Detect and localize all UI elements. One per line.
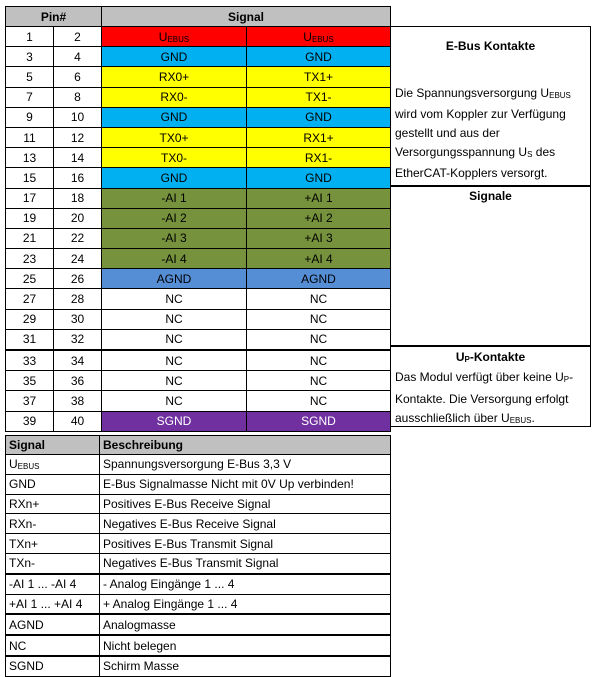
pin-number: 40 [54, 411, 102, 431]
signal-cell: +AI 3 [247, 228, 391, 248]
pin-number: 30 [54, 309, 102, 329]
desc-row [6, 514, 391, 534]
pin-number: 23 [6, 249, 54, 269]
desc-signal: AGND [6, 614, 100, 635]
header-signal-col: Signal [6, 436, 100, 455]
pin-row [6, 188, 391, 208]
pin-number: 9 [6, 107, 54, 127]
desc-text: Positives E-Bus Receive Signal [100, 494, 391, 514]
signal-cell: NC [102, 309, 247, 329]
desc-signal: +AI 1 ... +AI 4 [6, 594, 100, 614]
signal-description-table [5, 435, 391, 677]
pin-row [6, 27, 391, 47]
ebus-contacts-box [390, 26, 591, 186]
pin-number: 39 [6, 411, 54, 431]
signal-cell: NC [102, 371, 247, 391]
pin-row [6, 168, 391, 188]
signal-cell: TX1+ [247, 67, 391, 87]
pin-number: 7 [6, 87, 54, 107]
signal-cell: NC [102, 391, 247, 411]
desc-text: Negatives E-Bus Transmit Signal [100, 553, 391, 573]
desc-text: Nicht belegen [100, 635, 391, 656]
pin-row [6, 391, 391, 411]
desc-text: Spannungsversorgung E-Bus 3,3 V [100, 455, 391, 475]
signal-cell: +AI 2 [247, 208, 391, 228]
signal-cell: NC [247, 289, 391, 309]
signal-cell: GND [102, 168, 247, 188]
signal-cell: RX0- [102, 87, 247, 107]
desc-text: - Analog Eingänge 1 ... 4 [100, 574, 391, 594]
pin-row [6, 87, 391, 107]
signals-box [390, 186, 591, 346]
signal-cell: AGND [102, 269, 247, 289]
pin-number: 25 [6, 269, 54, 289]
pin-row [6, 329, 391, 350]
pin-number: 15 [6, 168, 54, 188]
desc-row [6, 574, 391, 594]
desc-signal: RXn- [6, 514, 100, 534]
pin-number: 16 [54, 168, 102, 188]
signal-cell: GND [247, 168, 391, 188]
pin-row [6, 107, 391, 127]
desc-text: Positives E-Bus Transmit Signal [100, 534, 391, 554]
pin-number: 14 [54, 148, 102, 168]
desc-table-header [6, 436, 391, 455]
desc-signal: GND [6, 474, 100, 494]
pin-number: 2 [54, 27, 102, 47]
desc-row [6, 474, 391, 494]
pin-number: 26 [54, 269, 102, 289]
pin-number: 3 [6, 47, 54, 67]
pin-number: 5 [6, 67, 54, 87]
pin-row [6, 269, 391, 289]
pin-row [6, 127, 391, 147]
desc-text: Analogmasse [100, 614, 391, 635]
pin-number: 1 [6, 27, 54, 47]
signal-cell: +AI 1 [247, 188, 391, 208]
pin-number: 22 [54, 228, 102, 248]
signal-cell: SGND [102, 411, 247, 431]
pin-number: 32 [54, 329, 102, 350]
desc-signal: TXn+ [6, 534, 100, 554]
signal-cell: -AI 1 [102, 188, 247, 208]
pin-number: 35 [6, 371, 54, 391]
desc-row [6, 553, 391, 573]
pin-number: 38 [54, 391, 102, 411]
pin-row [6, 289, 391, 309]
pin-number: 13 [6, 148, 54, 168]
signal-cell: +AI 4 [247, 249, 391, 269]
pin-row [6, 208, 391, 228]
signal-cell: NC [102, 289, 247, 309]
signal-cell: NC [247, 329, 391, 350]
pin-number: 21 [6, 228, 54, 248]
signal-cell: $U_{EBUS}$ [102, 27, 247, 47]
desc-row [6, 534, 391, 554]
desc-signal: RXn+ [6, 494, 100, 514]
pin-number: 24 [54, 249, 102, 269]
desc-row [6, 635, 391, 656]
signal-cell: GND [247, 107, 391, 127]
pin-row [6, 371, 391, 391]
signals-title: Signale [469, 189, 512, 203]
desc-signal: TXn- [6, 553, 100, 573]
pin-number: 11 [6, 127, 54, 147]
signal-cell: -AI 2 [102, 208, 247, 228]
up-contacts-box [390, 346, 591, 427]
pin-row [6, 67, 391, 87]
desc-signal: -AI 1 ... -AI 4 [6, 574, 100, 594]
pin-row [6, 249, 391, 269]
signal-cell: GND [247, 47, 391, 67]
up-contacts-text: Das Modul verfügt über keine $U_P-$ Kontakte. Die Versorgung erfolgt ausschließlich über $U_{EBUS}$. [395, 370, 574, 425]
signal-cell: SGND [247, 411, 391, 431]
signal-cell: NC [102, 350, 247, 371]
desc-row [6, 614, 391, 635]
pin-row [6, 228, 391, 248]
signal-cell: GND [102, 107, 247, 127]
signal-cell: NC [247, 309, 391, 329]
pin-number: 36 [54, 371, 102, 391]
ebus-contacts-text: Die Spannungsversorgung $U_{EBUS}$ wird vom Koppler zur Verfügung gestellt und aus der Versorgungsspannung $U_S$ des EtherCAT-Kopplers versorgt. [395, 86, 571, 180]
pin-number: 31 [6, 329, 54, 350]
pin-number: 33 [6, 350, 54, 371]
pin-number: 19 [6, 208, 54, 228]
up-contacts-title: $U_P$-Kontakte [455, 350, 526, 364]
pin-table [5, 6, 391, 432]
pin-row [6, 47, 391, 67]
header-description-col: Beschreibung [100, 436, 391, 455]
desc-signal: SGND [6, 656, 100, 676]
desc-text: + Analog Eingänge 1 ... 4 [100, 594, 391, 614]
pin-number: 27 [6, 289, 54, 309]
signal-cell: TX1- [247, 87, 391, 107]
pin-row [6, 411, 391, 431]
pin-number: 10 [54, 107, 102, 127]
pin-row [6, 309, 391, 329]
pin-number: 12 [54, 127, 102, 147]
desc-text: Negatives E-Bus Receive Signal [100, 514, 391, 534]
pin-number: 6 [54, 67, 102, 87]
desc-signal: NC [6, 635, 100, 656]
pin-number: 18 [54, 188, 102, 208]
signal-cell: TX0- [102, 148, 247, 168]
pin-row [6, 350, 391, 371]
pin-number: 34 [54, 350, 102, 371]
desc-text: E-Bus Signalmasse Nicht mit 0V Up verbinden! [100, 474, 391, 494]
pin-number: 8 [54, 87, 102, 107]
desc-signal: $U_{EBUS}$ [6, 455, 100, 475]
signal-cell: -AI 4 [102, 249, 247, 269]
ebus-contacts-title: E-Bus Kontakte [445, 39, 536, 53]
signal-cell: RX0+ [102, 67, 247, 87]
pin-number: 20 [54, 208, 102, 228]
pin-number: 4 [54, 47, 102, 67]
signal-cell: NC [102, 329, 247, 350]
desc-row [6, 494, 391, 514]
signal-cell: $U_{EBUS}$ [247, 27, 391, 47]
pin-number: 37 [6, 391, 54, 411]
pin-table-header [6, 7, 391, 27]
pin-row [6, 148, 391, 168]
signal-cell: -AI 3 [102, 228, 247, 248]
pin-number: 29 [6, 309, 54, 329]
desc-row [6, 656, 391, 676]
desc-row [6, 455, 391, 475]
header-signal: Signal [102, 7, 391, 27]
pin-number: 28 [54, 289, 102, 309]
pin-number: 17 [6, 188, 54, 208]
signal-cell: RX1- [247, 148, 391, 168]
signal-cell: TX0+ [102, 127, 247, 147]
signal-cell: GND [102, 47, 247, 67]
signal-cell: NC [247, 350, 391, 371]
desc-row [6, 594, 391, 614]
desc-text: Schirm Masse [100, 656, 391, 676]
signal-cell: AGND [247, 269, 391, 289]
signal-cell: NC [247, 371, 391, 391]
signal-cell: RX1+ [247, 127, 391, 147]
header-pin: Pin# [6, 7, 102, 27]
signal-cell: NC [247, 391, 391, 411]
